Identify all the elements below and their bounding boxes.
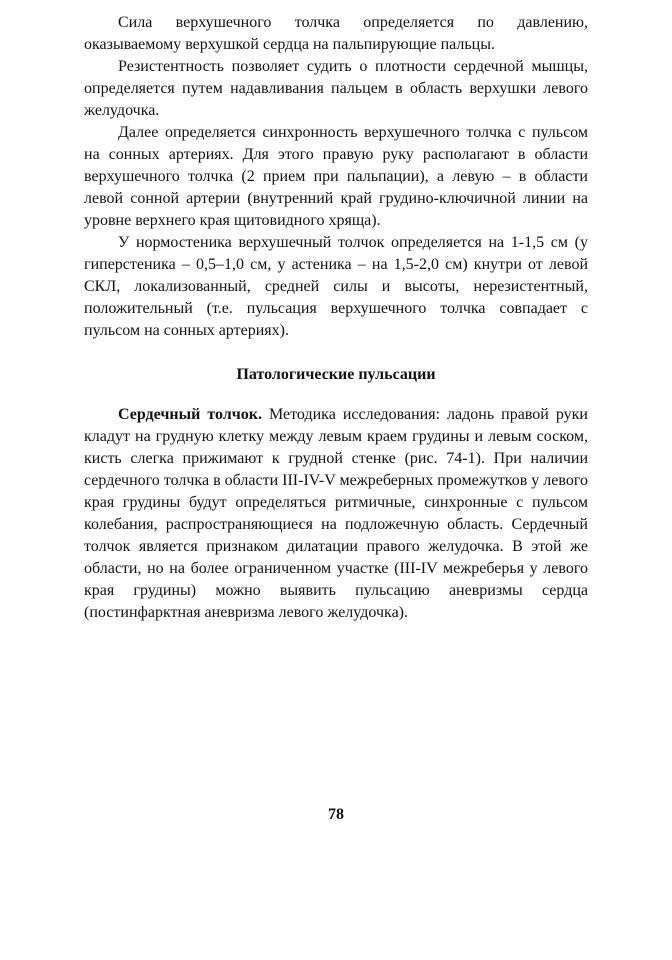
paragraph-resistance: Резистентность позволяет судить о плотности сердечной мышцы, определяется путем надавливания пальцем в область верхушки левого желудочка.: [84, 58, 588, 119]
paragraph-synchrony: Далее определяется синхронность верхушечного толчка с пульсом на сонных артериях. Для этого правую руку располагают в области верхушечного толчка (2 прием при пальпации), а левую – в области левой сонной артерии (внутренний край грудино-ключичной линии на уровне верхнего края щитовидного хряща).: [84, 124, 588, 229]
page-number: 78: [328, 806, 344, 823]
section-heading: Патологические пульсации: [236, 366, 436, 383]
page-text: [84, 12, 588, 624]
paragraph-normosthenic: У нормостеника верхушечный толчок определяется на 1-1,5 см (у гиперстеника – 0,5–1,0 см, у астеника – на 1,5-2,0 см) кнутри от левой СКЛ, локализованный, средней силы и высоты, нерезистентный, положительный (т.е. пульсация верхушечного толчка совпадает с пульсом на сонных артериях).: [84, 234, 588, 339]
paragraph-body: Методика исследования: ладонь правой руки кладут на грудную клетку между левым краем грудины и левым соском, кисть слегка прижимают к грудной стенке (рис. 74-1). При наличии сердечного толчка в области III-IV-V межреберных промежутков у левого края грудины будут определяться ритмичные, синхронные с пульсом колебания, распространяющиеся на подложечную область. Сердечный толчок является признаком дилатации правого желудочка. В этой же области, но на более ограниченном участке (III-IV межреберья у левого края грудины) можно выявить пульсацию аневризмы сердца (постинфарктная аневризма левого желудочка).: [84, 406, 588, 621]
paragraph-apex-beat-force: Сила верхушечного толчка определяется по давлению, оказываемому верхушкой сердца на пальпирующие пальцы.: [84, 14, 588, 53]
paragraph-lead-term: Сердечный толчок.: [118, 406, 262, 423]
paragraph-cardiac-impulse: [84, 404, 588, 624]
